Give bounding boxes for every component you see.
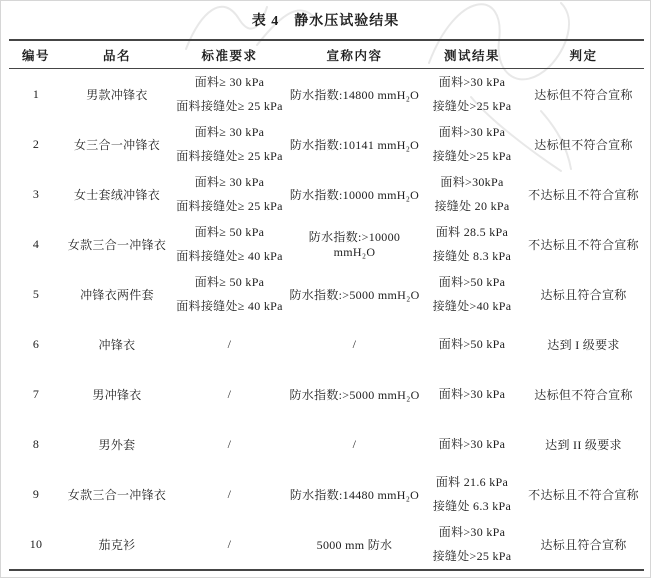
result-line-1: 面料>30 kPa <box>438 125 506 139</box>
product-name-cell: 女士套绒冲锋衣 <box>73 187 161 202</box>
claim-cell: / <box>352 336 357 351</box>
standard-line-2: 面料接缝处≥ 40 kPa <box>176 249 283 263</box>
standard-line-2: 面料接缝处≥ 40 kPa <box>176 299 283 313</box>
verdict-cell: 达标但不符合宣称 <box>534 87 633 102</box>
standard-requirement-cell <box>171 519 288 570</box>
standard-requirement-cell <box>171 269 288 319</box>
standard-requirement-cell <box>171 119 288 169</box>
column-header-name: 品名 <box>63 40 171 69</box>
test-result-cell <box>421 169 523 219</box>
standard-line-1: 面料≥ 50 kPa <box>194 225 265 239</box>
verdict-cell: 达标且符合宣称 <box>540 537 627 552</box>
standard-line-1: / <box>227 387 232 401</box>
result-line-2: 接缝处 6.3 kPa <box>432 499 512 513</box>
result-line-1: 面料 28.5 kPa <box>435 225 509 239</box>
claim-cell: 防水指数:10141 mmH₂O <box>289 137 420 152</box>
table-row <box>9 269 644 319</box>
table-row <box>9 469 644 519</box>
test-result-cell <box>421 319 523 369</box>
product-name-cell: 男款冲锋衣 <box>86 87 148 102</box>
test-result-cell <box>421 219 523 269</box>
result-line-1: 面料>30 kPa <box>438 387 506 401</box>
row-number-cell: 5 <box>32 286 40 301</box>
claim-cell: 防水指数:14800 mmH₂O <box>289 87 420 102</box>
result-line-1: 面料>30 kPa <box>438 437 506 451</box>
column-header-standard: 标准要求 <box>171 40 288 69</box>
table-row <box>9 369 644 419</box>
standard-requirement-cell <box>171 469 288 519</box>
table-row <box>9 169 644 219</box>
verdict-cell: 达到 II 级要求 <box>545 437 622 452</box>
column-header-no: 编号 <box>9 40 63 69</box>
standard-line-1: / <box>227 337 232 351</box>
standard-line-2: 面料接缝处≥ 25 kPa <box>176 199 283 213</box>
table-row <box>9 419 644 469</box>
product-name-cell: 男外套 <box>98 437 136 452</box>
standard-line-2: 面料接缝处≥ 25 kPa <box>176 149 283 163</box>
table-body <box>9 69 644 571</box>
row-number-cell: 3 <box>32 186 40 201</box>
product-name-cell: 男冲锋衣 <box>92 387 142 402</box>
row-number-cell: 8 <box>32 436 40 451</box>
standard-line-1: 面料≥ 50 kPa <box>194 275 265 289</box>
result-line-2: 接缝处 8.3 kPa <box>432 249 512 263</box>
standard-line-1: / <box>227 537 232 551</box>
claim-cell: / <box>352 436 357 451</box>
standard-line-1: / <box>227 487 232 501</box>
verdict-cell: 达标但不符合宣称 <box>534 137 633 152</box>
standard-requirement-cell <box>171 369 288 419</box>
standard-line-1: 面料≥ 30 kPa <box>194 125 265 139</box>
standard-line-1: / <box>227 437 232 451</box>
row-number-cell: 10 <box>29 536 43 551</box>
result-line-1: 面料>30 kPa <box>438 75 506 89</box>
row-number-cell: 7 <box>32 386 40 401</box>
result-line-2: 接缝处>25 kPa <box>432 149 512 163</box>
result-line-2: 接缝处 20 kPa <box>434 199 510 213</box>
claim-cell: 5000 mm 防水 <box>316 537 393 552</box>
row-number-cell: 4 <box>32 236 40 251</box>
table-row <box>9 219 644 269</box>
column-header-claim: 宣称内容 <box>288 40 421 69</box>
row-number-cell: 1 <box>32 86 40 101</box>
product-name-cell: 茄克衫 <box>98 537 136 552</box>
test-result-cell <box>421 519 523 570</box>
page-title: 表 4 静水压试验结果 <box>251 14 400 29</box>
claim-cell: 防水指数:>5000 mmH₂O <box>289 287 420 302</box>
standard-requirement-cell <box>171 319 288 369</box>
row-number-cell: 9 <box>32 486 40 501</box>
result-line-2: 接缝处>40 kPa <box>432 299 512 313</box>
test-result-cell <box>421 419 523 469</box>
standard-line-1: 面料≥ 30 kPa <box>194 75 265 89</box>
verdict-cell: 不达标且不符合宣称 <box>528 237 639 252</box>
standard-requirement-cell <box>171 419 288 469</box>
result-line-2: 接缝处>25 kPa <box>432 549 512 563</box>
test-result-cell <box>421 69 523 120</box>
table-row <box>9 119 644 169</box>
result-line-2: 接缝处>25 kPa <box>432 99 512 113</box>
verdict-cell: 不达标且不符合宣称 <box>528 487 639 502</box>
product-name-cell: 冲锋衣 <box>98 337 136 352</box>
verdict-cell: 达标且符合宣称 <box>540 287 627 302</box>
table-header <box>9 40 644 69</box>
results-table <box>9 39 644 571</box>
verdict-cell: 达标但不符合宣称 <box>534 387 633 402</box>
table-row <box>9 519 644 570</box>
column-header-result: 测试结果 <box>421 40 523 69</box>
test-result-cell <box>421 469 523 519</box>
product-name-cell: 女款三合一冲锋衣 <box>67 237 167 252</box>
result-line-1: 面料>50 kPa <box>438 275 506 289</box>
verdict-cell: 达到 I 级要求 <box>547 337 620 352</box>
test-result-cell <box>421 269 523 319</box>
claim-cell: 防水指数:14480 mmH₂O <box>289 487 420 502</box>
row-number-cell: 6 <box>32 336 40 351</box>
standard-line-1: 面料≥ 30 kPa <box>194 175 265 189</box>
claim-cell: 防水指数:10000 mmH₂O <box>289 187 420 202</box>
column-header-verdict: 判定 <box>523 40 644 69</box>
standard-requirement-cell <box>171 169 288 219</box>
header-row <box>9 40 644 69</box>
table-row <box>9 319 644 369</box>
result-line-1: 面料>50 kPa <box>438 337 506 351</box>
claim-cell: 防水指数:>10000 mmH₂O <box>308 230 401 259</box>
product-name-cell: 女三合一冲锋衣 <box>73 137 161 152</box>
standard-requirement-cell <box>171 219 288 269</box>
table-row <box>9 69 644 120</box>
result-line-1: 面料>30 kPa <box>438 525 506 539</box>
verdict-cell: 不达标且不符合宣称 <box>528 187 639 202</box>
result-line-1: 面料 21.6 kPa <box>435 475 509 489</box>
product-name-cell: 女款三合一冲锋衣 <box>67 487 167 502</box>
row-number-cell: 2 <box>32 136 40 151</box>
result-line-1: 面料>30kPa <box>440 175 504 189</box>
test-result-cell <box>421 119 523 169</box>
product-name-cell: 冲锋衣两件套 <box>80 287 154 302</box>
test-result-cell <box>421 369 523 419</box>
standard-requirement-cell <box>171 69 288 120</box>
standard-line-2: 面料接缝处≥ 25 kPa <box>176 99 283 113</box>
claim-cell: 防水指数:>5000 mmH₂O <box>289 387 420 402</box>
